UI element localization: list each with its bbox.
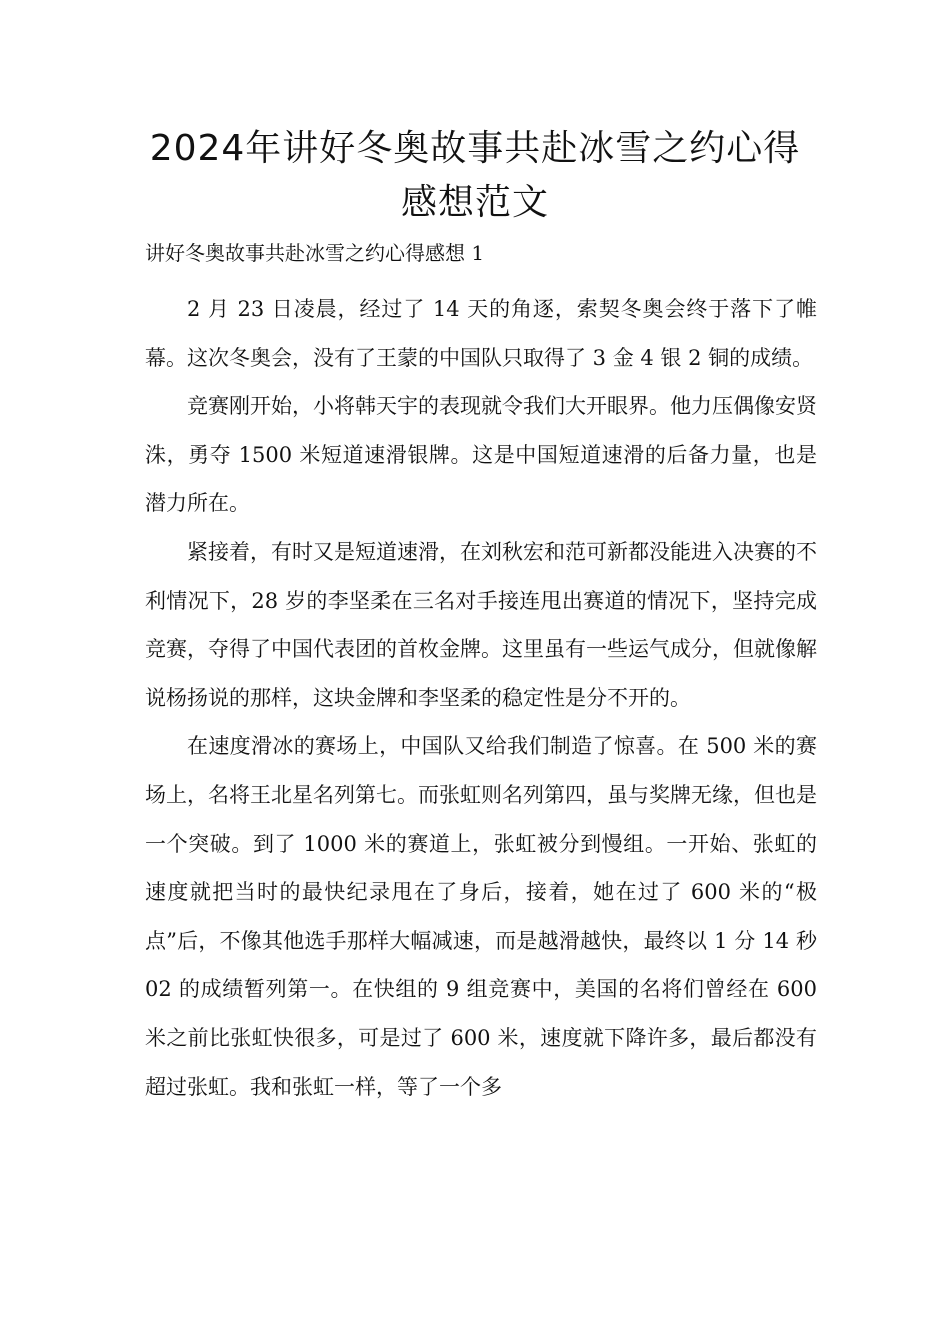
paragraph: 2 月 23 日凌晨，经过了 14 天的角逐，索契冬奥会终于落下了帷幕。这次冬奥会，没有了王蒙的中国队只取得了 3 金 4 银 2 铜的成绩。: [145, 297, 817, 370]
paragraph: 紧接着，有时又是短道速滑，在刘秋宏和范可新都没能进入决赛的不利情况下，28 岁的李坚柔在三名对手接连甩出赛道的情况下，坚持完成竞赛，夺得了中国代表团的首枚金牌。这里虽有一些运气成分，但就像解说杨扬说的那样，这块金牌和李坚柔的稳定性是分不开的。: [145, 539, 817, 710]
title-line-1: 2024年讲好冬奥故事共赴冰雪之约心得: [149, 128, 801, 169]
title-line-2: 感想范文: [400, 182, 549, 223]
paragraph: 在速度滑冰的赛场上，中国队又给我们制造了惊喜。在 500 米的赛场上，名将王北星名列第七。而张虹则名列第四，虽与奖牌无缘，但也是一个突破。到了 1000 米的赛道上，张虹被分到慢组。一开始、张虹的速度就把当时的最快纪录甩在了身后，接着，她在过了 600 米的“极点”后，不像其他选手那样大幅减速，而是越滑越快，最终以 1 分 14 秒 02 的成绩暂列第一。在快组的 9 组竞赛中，美国的名将们曾经在 600 米之前比张虹快很多，可是过了 600 米，速度就下降许多，最后都没有超过张虹。我和张虹一样，等了一个多: [145, 734, 817, 1099]
document-title: [110, 122, 840, 230]
document-body: [145, 285, 817, 1111]
paragraph: 竞赛刚开始，小将韩天宇的表现就令我们大开眼界。他力压偶像安贤洙，勇夺 1500 米短道速滑银牌。这是中国短道速滑的后备力量，也是潜力所在。: [145, 394, 817, 516]
section-heading: 讲好冬奥故事共赴冰雪之约心得感想 1: [145, 241, 485, 265]
